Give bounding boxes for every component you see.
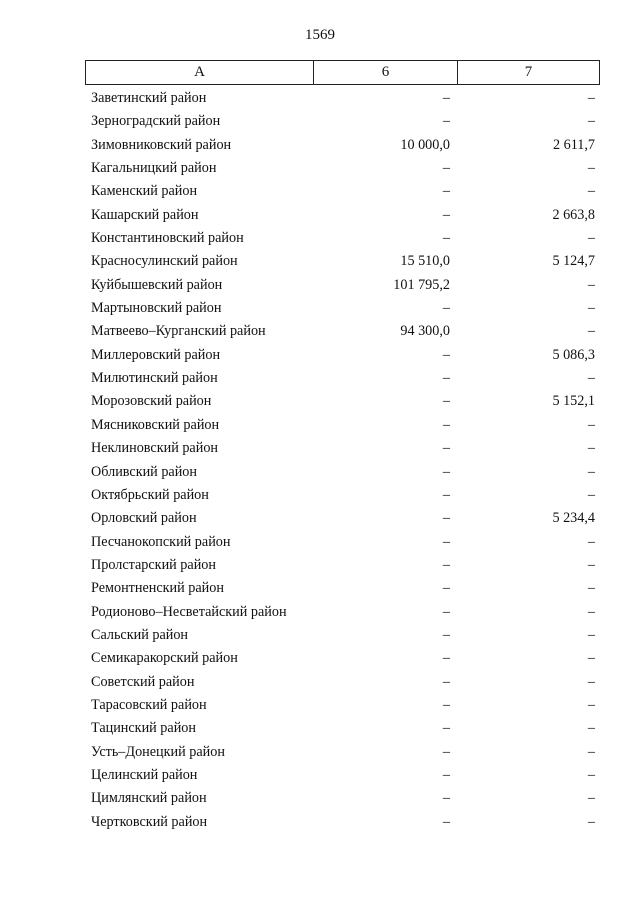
district-name: Кашарский район [91, 206, 199, 223]
column-6-value: 94 300,0 [400, 323, 450, 340]
column-7-value: – [587, 673, 595, 690]
district-name: Чертковский район [91, 813, 208, 830]
column-7-value: – [587, 743, 595, 760]
column-7-value: – [587, 813, 595, 830]
column-6-value: – [442, 486, 450, 503]
page-number: 1569 [305, 27, 335, 43]
district-name: Кагальницкий район [91, 160, 217, 177]
column-7-value: – [587, 626, 595, 643]
district-name: Красносулинский район [91, 253, 238, 270]
table-row [85, 812, 600, 835]
column-7-value: – [587, 416, 595, 433]
column-7-value: – [587, 720, 595, 737]
district-name: Матвеево–Курганский район [91, 323, 266, 340]
table-row [85, 508, 600, 531]
table-row [85, 788, 600, 811]
column-6-value: – [442, 790, 450, 807]
column-7-value: 5 086,3 [552, 346, 595, 363]
table-row [85, 135, 600, 158]
column-6-value: – [442, 696, 450, 713]
column-6-value: – [442, 206, 450, 223]
column-7-value: – [587, 276, 595, 293]
column-6-value: – [442, 743, 450, 760]
column-6-value: – [442, 160, 450, 177]
column-6-value: – [442, 370, 450, 387]
column-6-value: – [442, 90, 450, 106]
district-name: Мартыновский район [91, 300, 222, 317]
district-name: Усть–Донецкий район [91, 743, 225, 760]
column-6-value: – [442, 813, 450, 830]
column-6-value: – [442, 416, 450, 433]
table-row [85, 158, 600, 181]
column-7-value: – [587, 113, 595, 130]
table-row [85, 251, 600, 274]
district-name: Сальский район [91, 626, 189, 643]
district-name: Куйбышевский район [91, 276, 223, 293]
column-6-value: – [442, 183, 450, 200]
table-row [85, 485, 600, 508]
district-name: Ремонтненский район [91, 580, 224, 597]
table-row [85, 111, 600, 134]
table-row [85, 648, 600, 671]
district-name: Орловский район [91, 510, 197, 527]
district-name: Тацинский район [91, 720, 196, 737]
column-7-value: 5 152,1 [552, 393, 595, 410]
table-row [85, 368, 600, 391]
table-row [85, 578, 600, 601]
column-6-value: – [442, 346, 450, 363]
column-7-value: – [587, 230, 595, 247]
column-6-value: 10 000,0 [400, 136, 450, 153]
district-name: Октябрьский район [91, 486, 209, 503]
column-6-value: 101 795,2 [393, 276, 450, 293]
table-row [85, 555, 600, 578]
column-6-value: 15 510,0 [400, 253, 450, 270]
district-name: Пролстарский район [91, 556, 216, 573]
table-row [85, 695, 600, 718]
column-6-value: – [442, 230, 450, 247]
column-7-value: 5 124,7 [552, 253, 595, 270]
table-row [85, 391, 600, 414]
header-cell-7: 7 [524, 64, 533, 80]
column-7-value: – [587, 300, 595, 317]
column-6-value: – [442, 440, 450, 457]
header-cell-a: А [86, 61, 314, 84]
table-body [85, 88, 600, 835]
column-7-value: – [587, 463, 595, 480]
column-6-value: – [442, 766, 450, 783]
column-7-value: 5 234,4 [552, 510, 595, 527]
table-row [85, 602, 600, 625]
table-row [85, 88, 600, 111]
district-name: Семикаракорский район [91, 650, 238, 667]
table-row [85, 181, 600, 204]
column-7-value: – [587, 650, 595, 667]
table-row [85, 672, 600, 695]
table-row [85, 462, 600, 485]
table-row [85, 228, 600, 251]
column-7-value: – [587, 90, 595, 106]
district-name: Миллеровский район [91, 346, 221, 363]
column-7-value: – [587, 580, 595, 597]
column-7-value: 2 663,8 [552, 206, 595, 223]
table-row [85, 205, 600, 228]
district-name: Каменский район [91, 183, 198, 200]
table-row [85, 275, 600, 298]
district-name: Зимовниковский район [91, 136, 232, 153]
district-name: Родионово–Несветайский район [91, 603, 287, 620]
district-name: Зерноградский район [91, 113, 221, 130]
column-7-value: – [587, 160, 595, 177]
table-row [85, 718, 600, 741]
district-name: Заветинский район [91, 90, 207, 106]
column-7-value: – [587, 790, 595, 807]
column-6-value: – [442, 626, 450, 643]
district-name: Неклиновский район [91, 440, 219, 457]
column-7-value: – [587, 556, 595, 573]
column-6-value: – [442, 556, 450, 573]
district-name: Песчанокопский район [91, 533, 231, 550]
district-name: Константиновский район [91, 230, 244, 247]
district-name: Обливский район [91, 463, 197, 480]
column-6-value: – [442, 650, 450, 667]
table-row [85, 321, 600, 344]
column-7-value: – [587, 766, 595, 783]
table-row [85, 345, 600, 368]
table-header [85, 60, 600, 85]
column-6-value: – [442, 300, 450, 317]
table-row [85, 415, 600, 438]
column-6-value: – [442, 113, 450, 130]
column-7-value: 2 611,7 [552, 136, 595, 153]
district-name: Морозовский район [91, 393, 212, 410]
table-row [85, 298, 600, 321]
header-cell-6: 6 [314, 61, 458, 84]
district-name: Тарасовский район [91, 696, 207, 713]
table-row [85, 438, 600, 461]
column-6-value: – [442, 673, 450, 690]
column-7-value: – [587, 370, 595, 387]
district-name: Советский район [91, 673, 195, 690]
table-row [85, 532, 600, 555]
column-6-value: – [442, 463, 450, 480]
column-7-value: – [587, 440, 595, 457]
column-6-value: – [442, 393, 450, 410]
district-name: Милютинский район [91, 370, 218, 387]
column-7-value: – [587, 603, 595, 620]
column-7-value: – [587, 183, 595, 200]
district-name: Целинский район [91, 766, 198, 783]
column-7-value: – [587, 533, 595, 550]
district-name: Цимлянский район [91, 790, 207, 807]
table-row [85, 625, 600, 648]
table-row [85, 742, 600, 765]
column-6-value: – [442, 533, 450, 550]
column-6-value: – [442, 720, 450, 737]
column-7-value: – [587, 323, 595, 340]
column-6-value: – [442, 603, 450, 620]
table-row [85, 765, 600, 788]
district-name: Мясниковский район [91, 416, 220, 433]
column-7-value: – [587, 486, 595, 503]
column-6-value: – [442, 510, 450, 527]
column-7-value: – [587, 696, 595, 713]
column-6-value: – [442, 580, 450, 597]
